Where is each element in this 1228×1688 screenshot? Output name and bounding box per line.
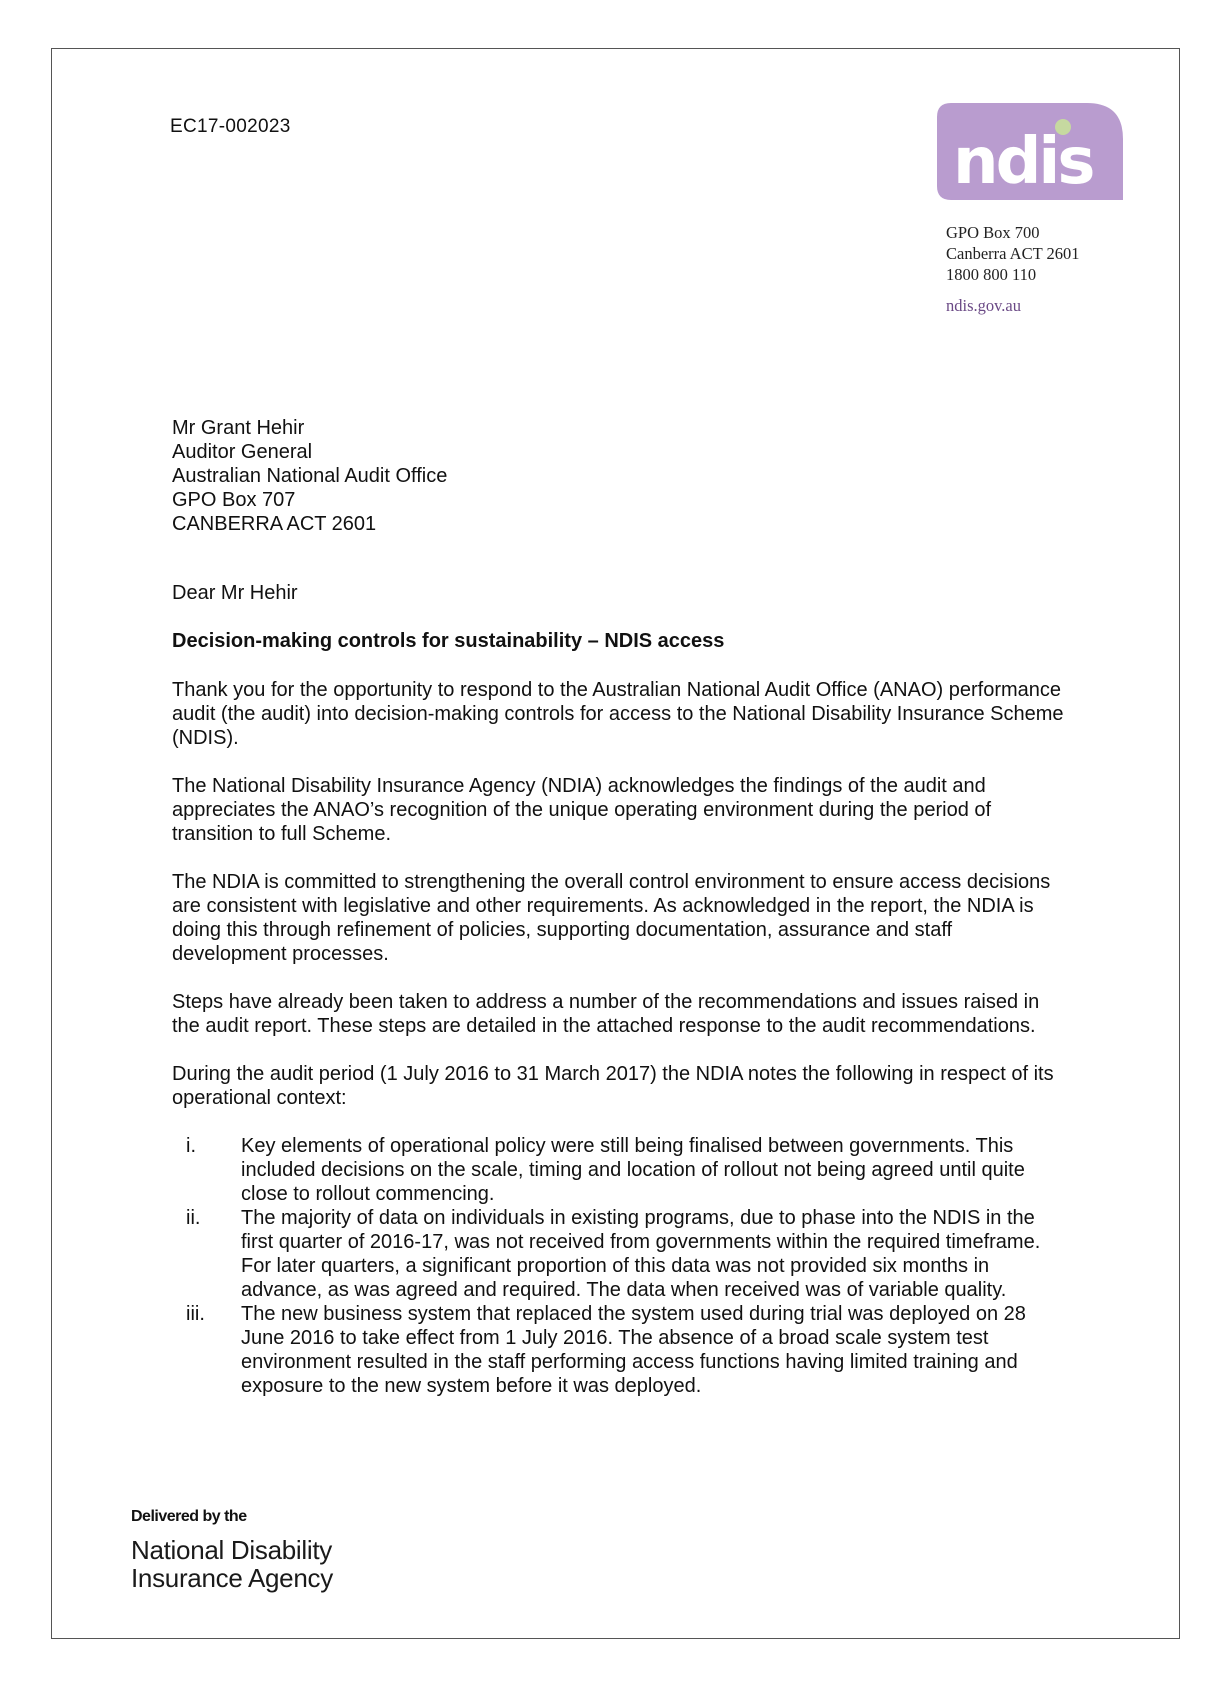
recipient-address [172, 416, 447, 536]
body-paragraph: During the audit period (1 July 2016 to 31 March 2017) the NDIA notes the following in respect of its operational context: [172, 1063, 1054, 1109]
footer-agency-name [131, 1536, 333, 1592]
body-paragraph: The NDIA is committed to strengthening the overall control environment to ensure access decisions are consistent with legislative and other requirements. As acknowledged in the report, the NDIA is doing this through refinement of policies, supporting documentation, assurance and staff development processes. [172, 871, 1051, 965]
body-paragraph: Thank you for the opportunity to respond to the Australian National Audit Office (ANAO) performance audit (the audit) into decision-making controls for access to the National Disability Insurance Scheme (NDIS). [172, 679, 1064, 749]
letter-subject: Decision-making controls for sustainability – NDIS access [172, 630, 725, 652]
agency-address [946, 222, 1080, 285]
context-item-text: The new business system that replaced the system used during trial was deployed on 28 June 2016 to take effect from 1 July 2016. The absence of a broad scale system test environment resulted in the staff performing access functions having limited training and exposure to the new system before it was deployed. [241, 1303, 1026, 1397]
body-paragraph: Steps have already been taken to address a number of the recommendations and issues raised in the audit report. These steps are detailed in the attached response to the audit recommendations. [172, 991, 1040, 1037]
agency-po-box: GPO Box 700 [946, 223, 1040, 242]
agency-phone: 1800 800 110 [946, 265, 1037, 284]
recipient-title: Auditor General [172, 441, 313, 463]
context-item-numeral: i. [186, 1135, 196, 1157]
salutation: Dear Mr Hehir [172, 582, 298, 604]
context-list [172, 1134, 1072, 1398]
context-item-numeral: iii. [186, 1303, 205, 1325]
footer-agency-line2: Insurance Agency [131, 1563, 333, 1593]
agency-city: Canberra ACT 2601 [946, 244, 1080, 263]
context-item [172, 1206, 1072, 1302]
recipient-name: Mr Grant Hehir [172, 417, 305, 439]
footer-agency-line1: National Disability [131, 1535, 332, 1565]
recipient-organisation: Australian National Audit Office [172, 465, 448, 487]
footer-delivered-by: Delivered by the [131, 1508, 247, 1525]
context-item-text: The majority of data on individuals in existing programs, due to phase into the NDIS in the first quarter of 2016-17, was not received from governments within the required timeframe. For later quarters, a significant proportion of this data was not provided six months in advance, as was agreed and required. The data when received was of variable quality. [241, 1207, 1041, 1301]
reference-number: EC17-002023 [170, 116, 291, 137]
ndis-logo-text: ndis [953, 125, 1093, 199]
ndis-logo [937, 103, 1123, 200]
body-paragraph: The National Disability Insurance Agency (NDIA) acknowledges the findings of the audit and appreciates the ANAO’s recognition of the unique operating environment during the period of transition to full Scheme. [172, 775, 992, 845]
recipient-po-box: GPO Box 707 [172, 489, 296, 511]
agency-website[interactable]: ndis.gov.au [946, 296, 1022, 315]
context-item [172, 1302, 1072, 1398]
context-item-text: Key elements of operational policy were still being finalised between governments. This included decisions on the scale, timing and location of rollout not being agreed until quite close to rollout commencing. [241, 1135, 1025, 1205]
context-item-numeral: ii. [186, 1207, 201, 1229]
recipient-city: CANBERRA ACT 2601 [172, 513, 377, 535]
letter-body [172, 678, 1072, 1398]
context-item [172, 1134, 1072, 1206]
